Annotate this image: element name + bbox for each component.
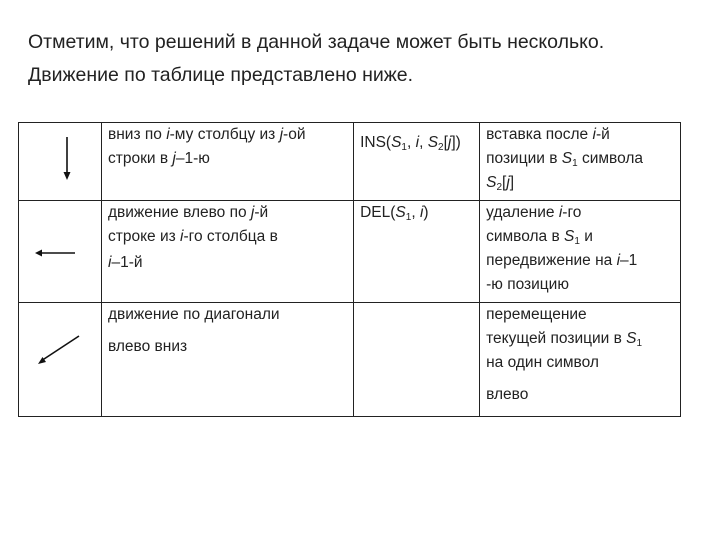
effect-line: -ю позицию <box>486 276 569 293</box>
desc-line: влево вниз <box>108 338 188 355</box>
arrow-cell <box>19 201 102 303</box>
move-description <box>102 123 354 201</box>
arrow-cell <box>19 303 102 417</box>
intro-line-2: Движение по таблице представлено ниже. <box>28 64 414 86</box>
arrow-left-icon <box>25 201 93 302</box>
table-row <box>19 303 681 417</box>
table-row <box>19 123 681 201</box>
effect-line: передвижение на i–1 <box>486 252 638 269</box>
effect-line: вставка после i-й <box>486 126 610 143</box>
effect-line: удаление i-го <box>486 204 582 221</box>
moves-table <box>18 122 681 417</box>
table-row <box>19 201 681 303</box>
intro-line-1: Отметим, что решений в данной задаче может быть несколько. <box>28 31 605 53</box>
arrow-cell <box>19 123 102 201</box>
intro-text <box>28 26 708 92</box>
effect-line: $S_2[j]$ <box>486 174 515 193</box>
move-effect <box>480 201 681 303</box>
operation <box>354 123 480 201</box>
move-effect <box>480 303 681 417</box>
desc-line: строки в j–1-ю <box>108 150 210 167</box>
move-effect <box>480 123 681 201</box>
effect-line: перемещение <box>486 306 587 323</box>
effect-line: на один символ <box>486 354 599 371</box>
op-text: $DEL(S_1$, i) <box>360 204 429 223</box>
operation <box>354 303 480 417</box>
operation <box>354 201 480 303</box>
move-description <box>102 303 354 417</box>
desc-line: строке из i-го столбца в <box>108 228 278 245</box>
arrow-down-icon <box>25 123 93 200</box>
effect-line: влево <box>486 386 529 403</box>
desc-line: вниз по i-му столбцу из j-ой <box>108 126 306 143</box>
desc-line: i–1-й <box>108 254 143 271</box>
arrow-diagonal-down-left-icon <box>25 303 93 416</box>
desc-line: движение влево по j-й <box>108 204 269 221</box>
effect-line: позиции в $S_1$ символа <box>486 150 644 169</box>
move-description <box>102 201 354 303</box>
desc-line: движение по диагонали <box>108 306 280 323</box>
effect-line: текущей позиции в $S_1$ <box>486 330 643 349</box>
effect-line: символа в $S_1$ и <box>486 228 593 247</box>
op-text: $INS(S_1$, i, $S_2[j]$) <box>360 134 461 153</box>
